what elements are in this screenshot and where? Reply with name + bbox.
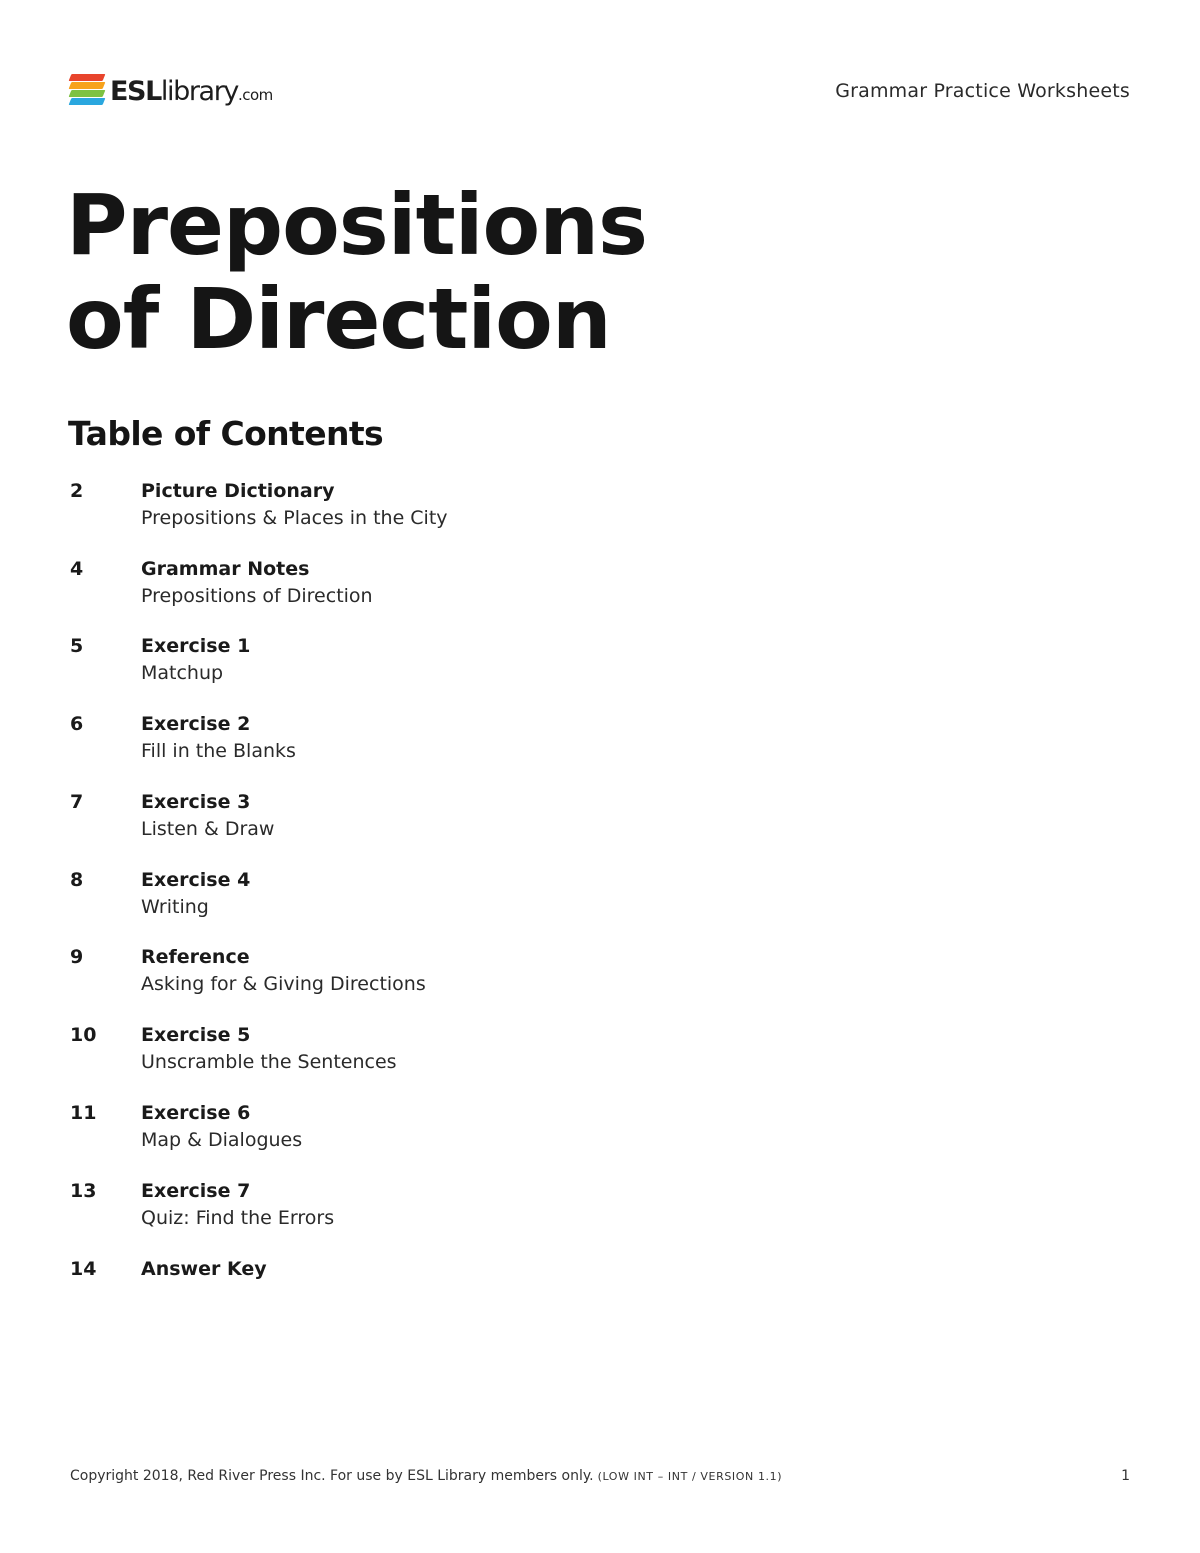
toc-entry-text	[141, 478, 448, 532]
toc-entry-text	[141, 556, 373, 610]
toc-page-number: 5	[70, 635, 84, 657]
toc-entry-subtitle: Writing	[141, 896, 209, 918]
toc-entry-subtitle: Quiz: Find the Errors	[141, 1207, 335, 1229]
toc-entry-subtitle: Matchup	[141, 662, 224, 684]
toc-entry-text	[141, 944, 426, 998]
toc-page-number: 10	[70, 1024, 97, 1046]
toc-entry-title: Grammar Notes	[141, 558, 310, 580]
toc-entry-subtitle: Prepositions of Direction	[141, 585, 373, 607]
document-title	[66, 178, 647, 366]
toc-entry-title: Picture Dictionary	[141, 480, 335, 502]
toc-entry-title: Answer Key	[141, 1258, 267, 1280]
toc-entry-text	[141, 711, 296, 765]
toc-entry-text	[141, 867, 250, 921]
toc-page-number: 7	[70, 791, 84, 813]
toc-heading: Table of Contents	[68, 414, 384, 453]
toc-entry-text	[141, 1022, 397, 1076]
footer-page-number: 1	[1121, 1468, 1130, 1484]
logo-wordmark	[110, 77, 273, 110]
toc-entry-text	[141, 789, 274, 843]
toc-entry-subtitle: Fill in the Blanks	[141, 740, 296, 762]
footer-copyright: Copyright 2018, Red River Press Inc. For use by ESL Library members only.	[70, 1468, 594, 1484]
title-line-1: Prepositions	[66, 176, 648, 274]
toc-page-number: 13	[70, 1180, 97, 1202]
toc-entry-title: Exercise 4	[141, 869, 251, 891]
toc-entry-text	[141, 1256, 267, 1283]
toc-entry-text	[141, 1100, 302, 1154]
toc-page-number: 4	[70, 558, 84, 580]
toc-page-number: 11	[70, 1102, 97, 1124]
toc-entry-text	[141, 633, 250, 687]
logo-brand-suffix: .com	[237, 86, 273, 104]
toc-page-number: 9	[70, 946, 84, 968]
toc-page-number: 2	[70, 480, 84, 502]
toc-entry-title: Exercise 2	[141, 713, 251, 735]
toc-entry-subtitle: Asking for & Giving Directions	[141, 973, 426, 995]
toc-entry-subtitle: Map & Dialogues	[141, 1129, 303, 1151]
toc-page-number: 6	[70, 713, 84, 735]
title-line-2: of Direction	[66, 270, 611, 368]
esl-library-logo[interactable]	[70, 70, 273, 110]
toc-page-number: 8	[70, 869, 84, 891]
stacked-books-logo-icon	[70, 72, 106, 110]
logo-brand-regular: library	[160, 76, 238, 107]
toc-entry-title: Exercise 5	[141, 1024, 251, 1046]
toc-entry-subtitle: Unscramble the Sentences	[141, 1051, 397, 1073]
series-label: Grammar Practice Worksheets	[835, 80, 1130, 102]
toc-entry-subtitle: Listen & Draw	[141, 818, 275, 840]
toc-entry-title: Reference	[141, 946, 250, 968]
footer-copyright-block	[70, 1468, 782, 1484]
footer-version: (LOW INT – INT / VERSION 1.1)	[597, 1470, 783, 1483]
toc-page-number: 14	[70, 1258, 97, 1280]
toc-entry-title: Exercise 6	[141, 1102, 251, 1124]
toc-entry-text	[141, 1178, 334, 1232]
toc-entry-title: Exercise 1	[141, 635, 251, 657]
toc-entry-title: Exercise 7	[141, 1180, 251, 1202]
toc-entry-title: Exercise 3	[141, 791, 251, 813]
toc-entry-subtitle: Prepositions & Places in the City	[141, 507, 448, 529]
logo-brand-bold: ESL	[110, 76, 161, 107]
